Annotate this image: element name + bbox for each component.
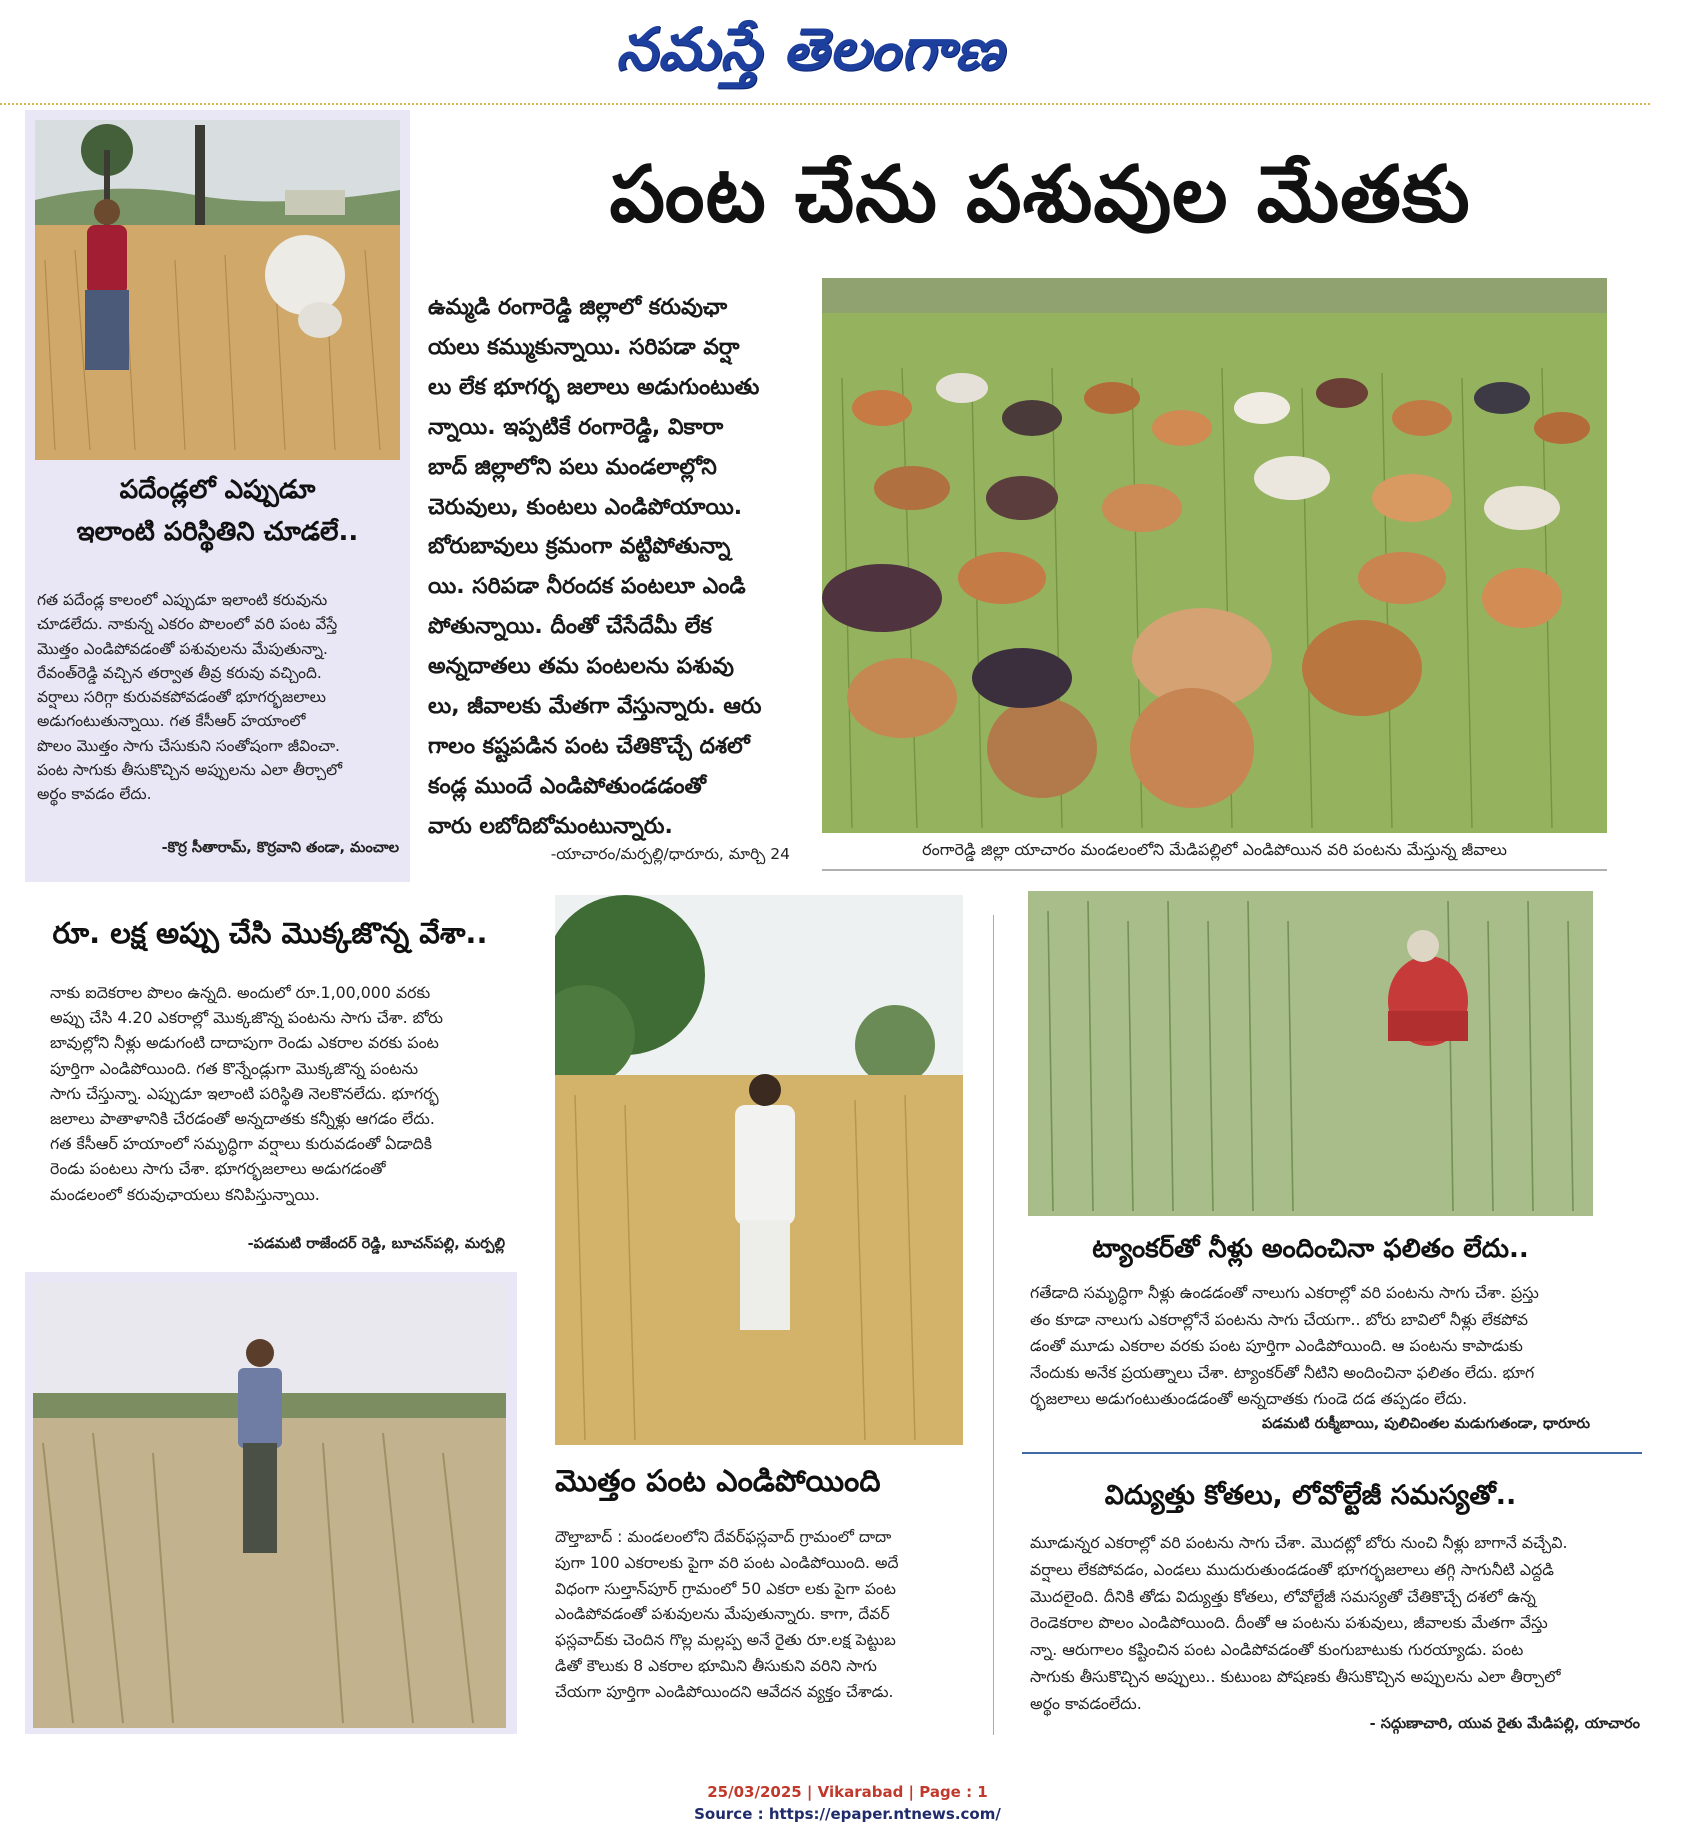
power-cut-story-byline: - సద్గుణాచారి, యువ రైతు మేడిపల్లి, యాచారం xyxy=(1369,1716,1640,1732)
maize-story-headline: రూ. లక్ష అప్పు చేసి మొక్కజొన్న వేశా.. xyxy=(52,916,488,950)
farmer-with-cow-photo xyxy=(35,120,400,460)
farmer-in-maize-field-photo xyxy=(33,1283,506,1728)
main-story-body: ఉమ్మడి రంగారెడ్డి జిల్లాలో కరువుఛా యలు కమ్ముకున్నాయి. సరిపడా వర్షా లు లేక భూగర్భ జలాలు అడుగుంటుతు న్నాయి. ఇప్పటికే రంగారెడ్డి, వికారా బాద్ జిల్లాలోని పలు మండలాల్లోని చెరువులు, కుంటలు ఎండిపోయాయి. బోరుబావులు క్రమంగా వట్టిపోతున్నా యి. సరిపడా నీరందక పంటలూ ఎండి పోతున్నాయి. దీంతో చేసేదేమీ లేక అన్నదాతలు తమ పంటలను పశువు లు, జీవాలకు మేతగా వేస్తున్నారు. ఆరు గాలం కష్టపడిన పంట చేతికొచ్చే దశలో కండ్ల ముందే ఎండిపోతుండడంతో వారు లబోదిబోమంటున్నారు. xyxy=(428,295,762,839)
newspaper-logo: నమస్తే తెలంగాణ xyxy=(616,15,1004,83)
sidebar-headline-line1: పదేండ్లలో ఎప్పుడూ xyxy=(119,475,316,505)
woman-in-paddy-field-photo xyxy=(1028,891,1593,1216)
maize-story-body: నాకు ఐదెకరాల పొలం ఉన్నది. అందులో రూ.1,00,000 వరకు అప్పు చేసి 4.20 ఎకరాల్లో మొక్కజొన్న పంటను సాగు చేశా. బోరు బావుల్లోని నీళ్లు అడుగంటి దాదాపుగా రెండు ఎకరాల వరకు పంట పూర్తిగా ఎండిపోయింది. గత కొన్నేండ్లుగా మొక్కజొన్న పంటను సాగు చేస్తున్నా. ఎప్పుడూ ఇలాంటి పరిస్థితి నెలకొనలేదు. భూగర్భ జలాలు పాతాళానికి చేరడంతో అన్నదాతకు కన్నీళ్లు ఆగడం లేదు. గత కేసీఆర్ హయాంలో సమృద్ధిగా వర్షాలు కురువడంతో ఏడాదికి రెండు పంటలు సాగు చేశా. భూగర్భజలాలు అడుగడంతో మండలంలో కరువుఛాయలు కనిపిస్తున్నాయి. xyxy=(50,983,443,1204)
maize-story-byline: -పడమటి రాజేందర్ రెడ్డి, బూచన్‌పల్లి, మర్పల్లి xyxy=(247,1236,505,1252)
masthead xyxy=(0,0,1695,100)
power-cut-story-body: మూడున్నర ఎకరాల్లో వరి పంటను సాగు చేశా. మొదట్లో బోరు నుంచి నీళ్లు బాగానే వచ్చేవి. వర్షాలు లేకపోవడం, ఎండలు ముదురుతుండడంతో భూగర్భజలాలు తగ్గి సాగునీటి ఎద్దడి మొదలైంది. దీనికి తోడు విద్యుత్తు కోతలు, లోవోల్టేజీ సమస్యతో చేతికొచ్చే దశలో ఉన్న రెండెకరాల పొలం ఎండిపోయింది. దీంతో ఆ పంటను పశువులు, జీవాలకు మేతగా వేస్తు న్నా. ఆరుగాలం కష్టించిన పంట ఎండిపోవడంతో కుంగుబాటుకు గురయ్యాడు. పంట సాగుకు తీసుకొచ్చిన అప్పులు.. కుటుంబ పోషణకు తీసుకొచ్చిన అప్పులను ఎలా తీర్చాలో అర్థం కావడంలేదు. xyxy=(1030,1533,1568,1713)
column-divider xyxy=(993,915,994,1735)
sidebar-body: గత పదేండ్ల కాలంలో ఎప్పుడూ ఇలాంటి కరువును చూడలేదు. నాకున్న ఎకరం పొలంలో వరి పంట వేస్తే మొత్తం ఎండిపోవడంతో పశువులను మేపుతున్నా. రేవంత్‌రెడ్డి వచ్చిన తర్వాత తీవ్ర కరువు వచ్చింది. వర్షాలు సరిగ్గా కురువకపోవడంతో భూగర్భజలాలు అడుగంటుతున్నాయి. గత కేసీఆర్ హయాంలో పొలం మొత్తం సాగు చేసుకుని సంతోషంగా జీవించా. పంట సాగుకు తీసుకొచ్చిన అప్పులను ఎలా తీర్చాలో అర్థం కావడం లేదు. xyxy=(37,591,343,804)
main-headline: పంట చేను పశువుల మేతకు xyxy=(609,150,1471,240)
sidebar-story xyxy=(25,110,410,882)
tanker-story-byline: పడమటి రుక్మీబాయి, పులిచింతల మడుగుతండా, ధారూరు xyxy=(1262,1416,1590,1432)
tanker-story-headline: ట్యాంకర్‌తో నీళ్లు అందించినా ఫలితం లేదు.. xyxy=(1092,1234,1529,1264)
page-footer-date: 25/03/2025 | Vikarabad | Page : 1 xyxy=(707,1783,988,1801)
main-dateline: -యాచారం/మర్పల్లి/ధారూరు, మార్చి 24 xyxy=(550,845,790,863)
goats-photo-caption: రంగారెడ్డి జిల్లా యాచారం మండలంలోని మేడిపల్లిలో ఎండిపోయిన వరి పంటను మేస్తున్న జీవాలు xyxy=(822,840,1607,871)
power-cut-story-headline: విద్యుత్తు కోతలు, లోవోల్టేజీ సమస్యతో.. xyxy=(1104,1480,1517,1511)
paddy-story-body: దౌల్తాబాద్ : మండలంలోని దేవర్‌ఫస్లవాద్ గ్రామంలో దాదా పుగా 100 ఎకరాలకు పైగా వరి పంట ఎండిపోయింది. అదే విధంగా సుల్తాన్‌పూర్ గ్రామంలో 50 ఎకరా లకు పైగా పంట ఎండిపోవడంతో పశువులను మేపుతున్నారు. కాగా, దేవర్ ఫస్లవాద్‌కు చెందిన గొల్ల మల్లప్ప అనే రైతు రూ.లక్ష పెట్టుబ డితో కౌలుకు 8 ఎకరాల భూమిని తీసుకుని వరిని సాగు చేయగా పూర్తిగా ఎండిపోయిందని ఆవేదన వ్యక్తం చేశాడు. xyxy=(555,1528,899,1701)
section-rule xyxy=(1022,1452,1642,1454)
top-divider xyxy=(0,103,1650,105)
paddy-story-headline: మొత్తం పంట ఎండిపోయింది xyxy=(555,1464,881,1499)
farmer-in-paddy-field-photo xyxy=(555,895,963,1445)
goats-grazing-photo xyxy=(822,278,1607,833)
page-footer-source-link[interactable]: Source : https://epaper.ntnews.com/ xyxy=(694,1805,1001,1823)
sidebar-headline-line2: ఇలాంటి పరిస్థితిని చూడలే.. xyxy=(76,517,359,547)
tanker-story-body: గతేడాది సమృద్ధిగా నీళ్లు ఉండడంతో నాలుగు ఎకరాల్లో వరి పంటను సాగు చేశా. ప్రస్తు తం కూడా నాలుగు ఎకరాల్లోనే పంటను సాగు చేయగా.. బోరు బావిలో నీళ్లు లేకపోవ డంతో మూడు ఎకరాల వరకు పంట పూర్తిగా ఎండిపోయింది. ఆ పంటను కాపాడుకు నేందుకు అనేక ప్రయత్నాలు చేశా. ట్యాంకర్‌తో నీటిని అందించినా ఫలితం లేదు. భూగ ర్భజలాలు అడుగంటుతుండడంతో అన్నదాతకు గుండె దడ తప్పడం లేదు. xyxy=(1030,1283,1539,1409)
sidebar-byline: -కొర్ర సీతారామ్, కొర్రవాని తండా, మంచాల xyxy=(161,840,399,856)
